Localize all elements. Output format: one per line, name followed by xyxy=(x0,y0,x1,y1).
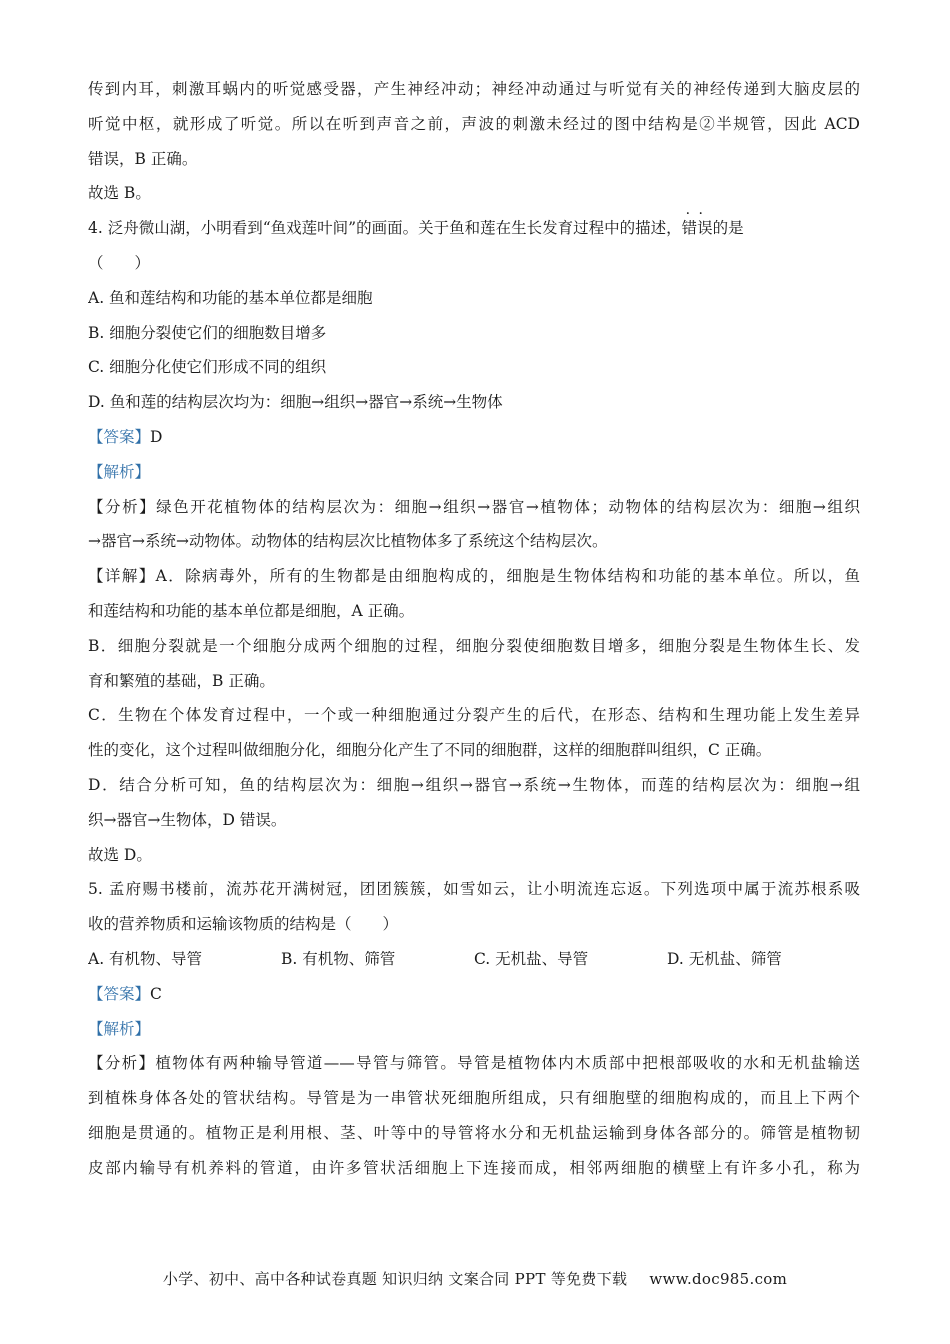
question-4-stem-text: 4. 泛舟微山湖，小明看到“鱼戏莲叶间”的画面。关于鱼和莲在生长发育过程中的描述， xyxy=(88,219,682,238)
text-line: 传到内耳，刺激耳蜗内的听觉感受器，产生神经冲动；神经冲动通过与听觉有关的神经传递到大脑皮层的 xyxy=(88,80,860,98)
question-5-stem-cont: 收的营养物质和运输该物质的结构是（ ） xyxy=(88,915,399,934)
xiangjie-text: A．除病毒外，所有的生物都是由细胞构成的，细胞是生物体结构和功能的基本单位。所以，鱼 xyxy=(155,567,860,586)
text-line: 到植株身体各处的管状结构。导管是为一串管状死细胞所组成，只有细胞壁的细胞构成的，而且上下两个 xyxy=(88,1089,860,1108)
fenxi-text: 绿色开花植物体的结构层次为：细胞→组织→器官→植物体；动物体的结构层次为：细胞→组织 xyxy=(156,497,860,516)
question-4-answer xyxy=(88,420,860,455)
question-5-option-a: A. 有机物、导管 xyxy=(88,949,203,968)
footer-text: 小学、初中、高中各种试卷真题 知识归纳 文案合同 PPT 等免费下载 xyxy=(162,1270,628,1288)
text-line: B．细胞分裂就是一个细胞分成两个细胞的过程，细胞分裂使细胞数目增多，细胞分裂是生物体生长、发 xyxy=(88,636,860,655)
question-4-option-a: A. 鱼和莲结构和功能的基本单位都是细胞 xyxy=(88,288,373,307)
text-line xyxy=(88,490,860,525)
question-4-paren: （ ） xyxy=(88,253,151,272)
question-4-option-b: B. 细胞分裂使它们的细胞数目增多 xyxy=(88,323,327,342)
answer-value: D xyxy=(150,427,163,446)
question-5-option-d: D. 无机盐、筛管 xyxy=(667,949,782,968)
footer-link[interactable]: www.doc985.com xyxy=(649,1270,788,1288)
question-4-stem xyxy=(88,211,860,246)
question-4-option-c: C. 细胞分化使它们形成不同的组织 xyxy=(88,358,327,377)
page-footer xyxy=(0,1268,950,1289)
text-line: 性的变化，这个过程叫做细胞分化，细胞分化产生了不同的细胞群，这样的细胞群叫组织，C 正确。 xyxy=(88,741,772,760)
text-line: 织→器官→生物体，D 错误。 xyxy=(88,810,287,829)
emphasis-mark: · · 错误 xyxy=(682,211,713,246)
answer-tag: 【答案】 xyxy=(88,984,151,1003)
question-5-option-c: C. 无机盐、导管 xyxy=(474,949,589,968)
text-line: 错误，B 正确。 xyxy=(88,149,198,168)
question-4-conclusion: 故选 D。 xyxy=(88,845,152,864)
text-line: →器官→系统→动物体。动物体的结构层次比植物体多了系统这个结构层次。 xyxy=(88,532,608,551)
xiangjie-tag: 【详解】 xyxy=(88,567,156,586)
analysis-tag: 【解析】 xyxy=(88,1019,151,1038)
document-body xyxy=(88,72,860,1186)
text-line xyxy=(88,1046,860,1081)
question-5-options xyxy=(88,942,860,977)
text-line: 育和繁殖的基础，B 正确。 xyxy=(88,671,275,690)
text-line: 故选 B。 xyxy=(88,184,151,203)
text-line: 听觉中枢，就形成了听觉。所以在听到声音之前，声波的刺激未经过的图中结构是②半规管，因此 ACD xyxy=(88,114,860,133)
text-line: 皮部内输导有机养料的管道，由许多管状活细胞上下连接而成，相邻两细胞的横壁上有许多小孔，称为 xyxy=(88,1158,860,1177)
analysis-tag: 【解析】 xyxy=(88,462,151,481)
fenxi-tag: 【分析】 xyxy=(88,1054,156,1073)
text-line: C．生物在个体发育过程中，一个或一种细胞通过分裂产生的后代，在形态、结构和生理功能上发生差异 xyxy=(88,706,860,725)
fenxi-text: 植物体有两种输导管道——导管与筛管。导管是植物体内木质部中把根部吸收的水和无机盐输送 xyxy=(155,1054,860,1073)
question-5-option-b: B. 有机物、筛管 xyxy=(281,949,396,968)
text-line xyxy=(88,559,860,594)
text-line: 和莲结构和功能的基本单位都是细胞，A 正确。 xyxy=(88,601,415,620)
answer-value: C xyxy=(150,984,162,1003)
question-5-stem: 5. 孟府赐书楼前，流苏花开满树冠，团团簇簇，如雪如云，让小明流连忘返。下列选项中属于流苏根系吸 xyxy=(88,880,860,899)
fenxi-tag: 【分析】 xyxy=(88,497,157,516)
text-line: D．结合分析可知，鱼的结构层次为：细胞→组织→器官→系统→生物体，而莲的结构层次为：细胞→组 xyxy=(88,775,860,794)
text-line: 细胞是贯通的。植物正是利用根、茎、叶等中的导管将水分和无机盐运输到身体各部分的。筛管是植物韧 xyxy=(88,1123,860,1142)
question-4-stem-tail: 的是 xyxy=(712,219,744,238)
question-5-answer xyxy=(88,977,860,1012)
answer-tag: 【答案】 xyxy=(88,427,151,446)
question-4-option-d: D. 鱼和莲的结构层次均为：细胞→组织→器官→系统→生物体 xyxy=(88,393,503,412)
